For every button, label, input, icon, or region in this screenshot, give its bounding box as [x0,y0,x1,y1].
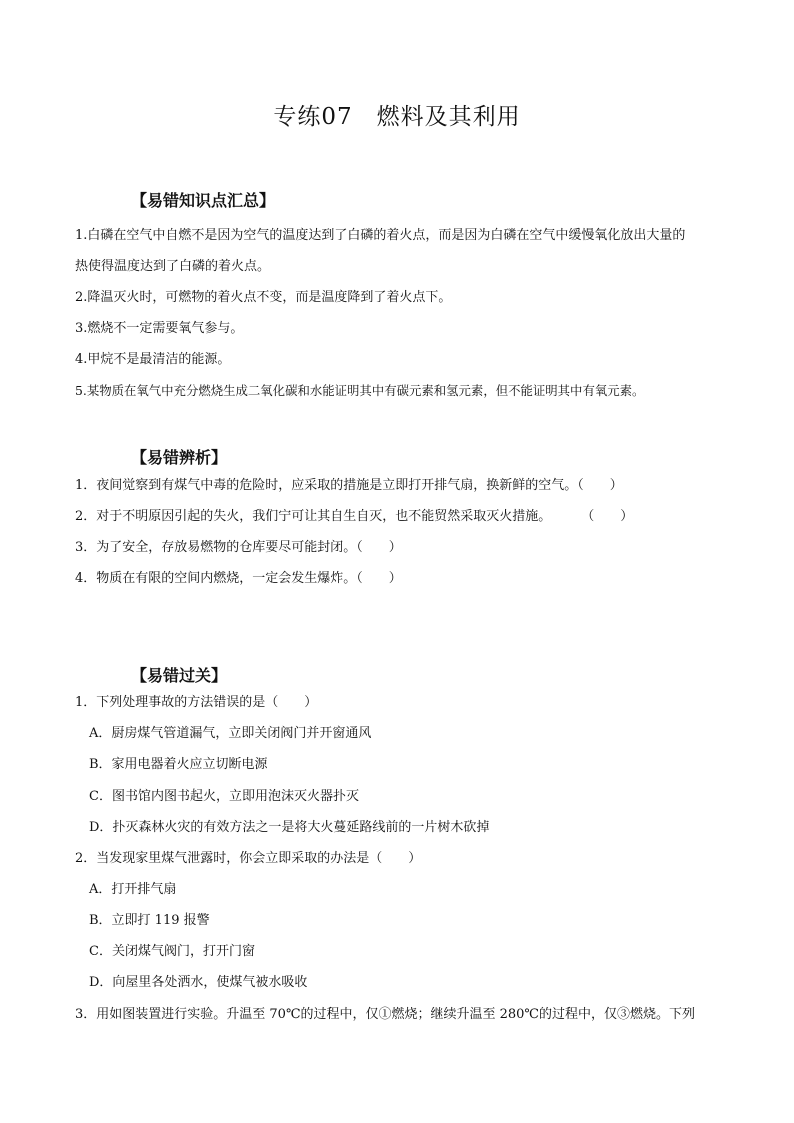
question-stem: 1．下列处理事故的方法错误的是（ ） [75,695,318,710]
knowledge-item: 4.甲烷不是最清洁的能源。 [75,352,231,367]
knowledge-item: 3.燃烧不一定需要氧气参与。 [75,321,244,336]
question-option: D．向屋里各处洒水，使煤气被水吸收 [89,975,308,990]
analysis-item: 1．夜间觉察到有煤气中毒的危险时，应采取的措施是立即打开排气扇，换新鲜的空气。（ ） [75,478,623,493]
question-stem: 3．用如图装置进行实验。升温至 70℃的过程中，仅①燃烧；继续升温至 280℃的过程中，仅③燃烧。下列 [75,1007,695,1022]
analysis-item: 4．物质在有限的空间内燃烧，一定会发生爆炸。（ ） [75,571,402,586]
knowledge-item: 2.降温灭火时，可燃物的着火点不变，而是温度降到了着火点下。 [75,290,452,305]
analysis-item: 3．为了安全，存放易燃物的仓库要尽可能封闭。（ ） [75,540,402,555]
section-heading-knowledge: 【易错知识点汇总】 [131,191,276,210]
question-option: B．家用电器着火应立切断电源 [89,757,268,772]
page-title: 专练07 燃料及其利用 [273,104,521,130]
question-option: A．打开排气扇 [89,882,177,897]
knowledge-item: 1.白磷在空气中自燃不是因为空气的温度达到了白磷的着火点，而是因为白磷在空气中缓慢氧化放出大量的 [75,228,686,243]
section-heading-analysis: 【易错辨析】 [131,448,228,467]
question-option: D．扑灭森林火灾的有效方法之一是将大火蔓延路线前的一片树木砍掉 [89,820,490,835]
analysis-item-text: 2．对于不明原因引起的失火，我们宁可让其自生自灭，也不能贸然采取灭火措施。 [75,509,552,524]
answer-parentheses: （ ） [581,509,634,524]
question-option: A．厨房煤气管道漏气，立即关闭阀门并开窗通风 [89,726,372,741]
section-heading-practice: 【易错过关】 [131,666,228,685]
question-option: C．图书馆内图书起火，立即用泡沫灭火器扑灭 [89,789,359,804]
knowledge-item: 热使得温度达到了白磷的着火点。 [75,259,271,274]
question-option: C．关闭煤气阀门，打开门窗 [89,944,255,959]
knowledge-item: 5.某物质在氧气中充分燃烧生成二氧化碳和水能证明其中有碳元素和氢元素，但不能证明其中有氧元素。 [75,383,645,398]
question-option: B．立即打 119 报警 [89,913,210,928]
question-stem: 2．当发现家里煤气泄露时，你会立即采取的办法是（ ） [75,851,422,866]
analysis-item [75,508,633,526]
